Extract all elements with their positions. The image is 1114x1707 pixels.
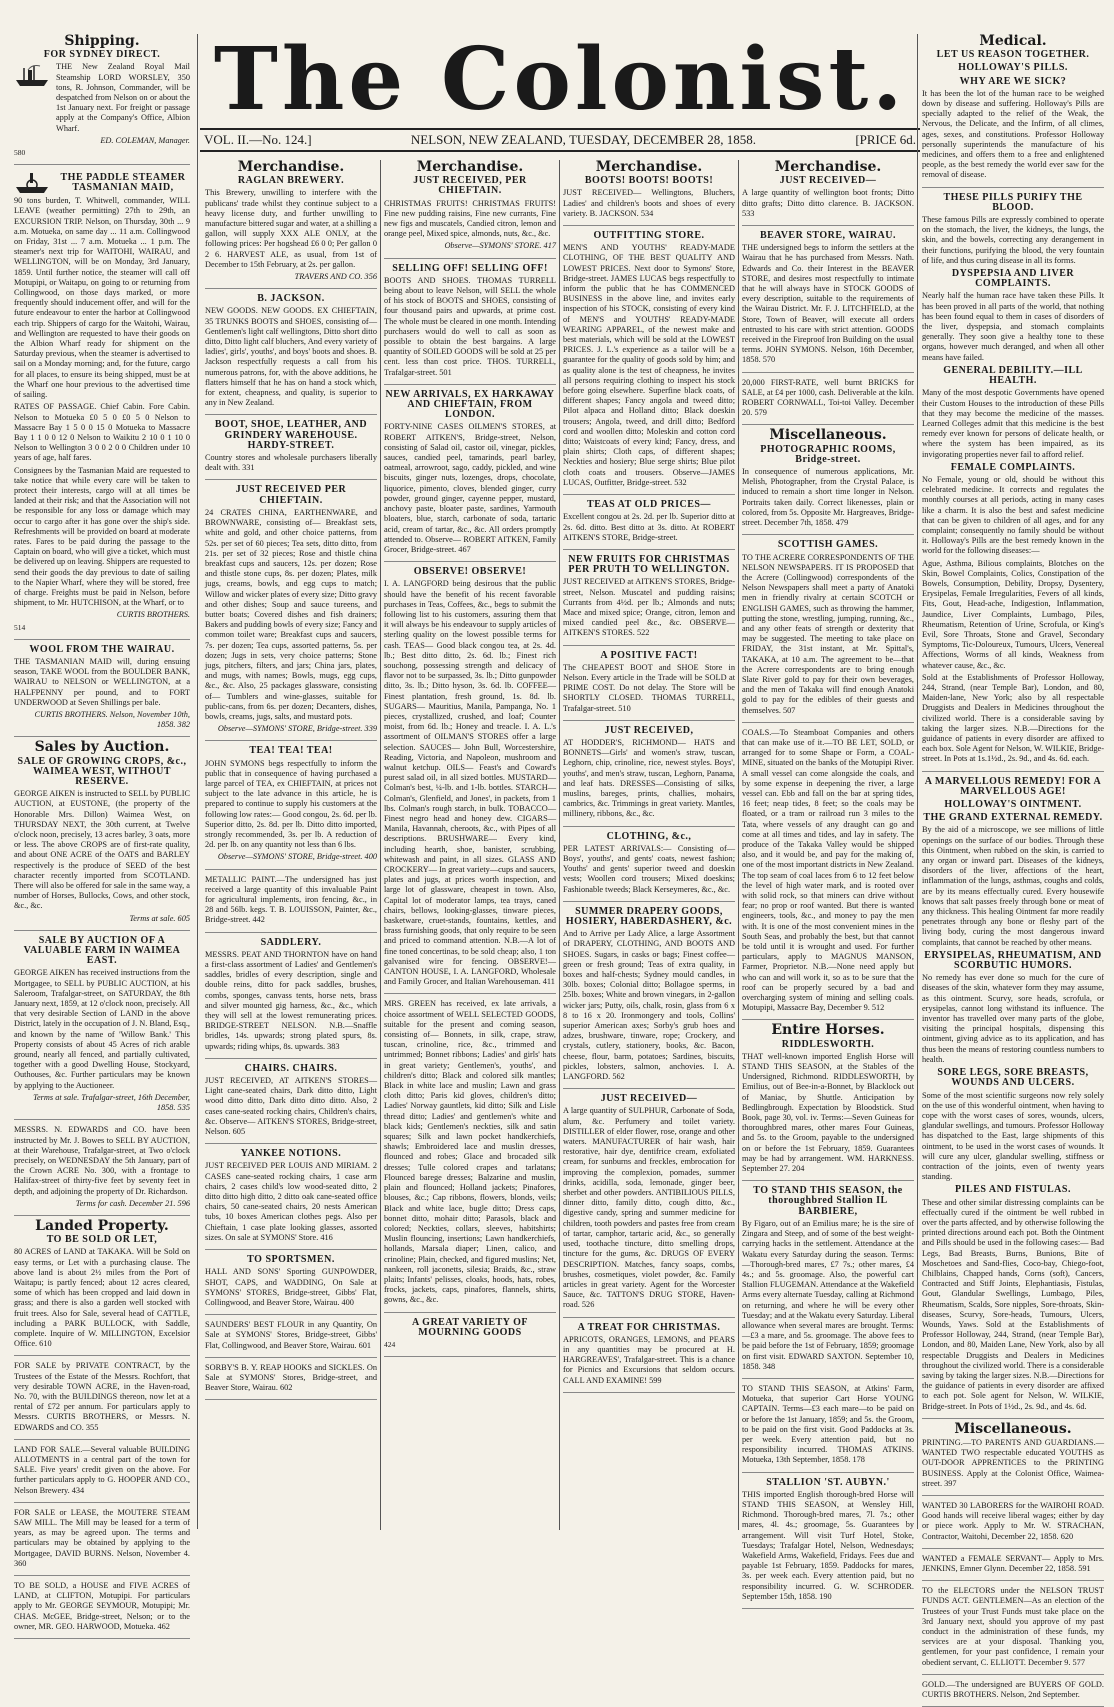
- location-date: NELSON, NEW ZEALAND, TUESDAY, DECEMBER 28, 1858.: [410, 132, 757, 147]
- advertisement: TO STAND THIS SEASON, the thoroughbred Stallion IL BARBIERE, By Figaro, out of an Emilius mare; he is the sire of Zingara and Steep, and of some of the best weight-carrying hacks in the settlement. Attendance at the Wakatu every Saturday during the season. Terms:—Thorough-bred mares, £7 7s.; other mares, £4 4s.; and 5s. groomage. Also, the powerful cart Stallion FLUGEMAN. Attendance at the Wakefield Arms every alternate Tuesday, calling at Richmond on returning, and where he will be every other Tuesday; and at the Wakatu every Saturday. Liberal allowance when several mares are brought. Terms:—£3 a mare, and 5s. groomage. The above fees to be paid before the 1st of February, 1859; groomage on first visit. EDWARD SAXTON. September 10, 1858. 348: [742, 1186, 914, 1379]
- advertisement: GOLD.—The undersigned are BUYERS OF GOLD. CURTIS BROTHERS. Nelson, 2nd September.: [922, 1680, 1104, 1707]
- column-shipping: [14, 33, 190, 1631]
- dateline: [200, 128, 920, 152]
- advertisement: RAGLAN BREWERY. This Brewery, unwilling to interfere with the publicans' trade whilst they continue subject to a heavy license duty, and further unwilling to manufacture bittered sugar and water, at a shilling a gallon, will supply XXX ALE ONLY, at the following prices: Per hogshead £6 0 0; Per gallon 0 2 6. HARVEST ALE, as usual, from 1st of December to 15th February, at 2s. per gallon. TRAVERS AND CO. 356: [205, 176, 377, 289]
- advertisement: WOOL FROM THE WAIRAU. THE TASMANIAN MAID will, during ensuing season, TAKE WOOL from the BOULDER BANK, WAIRAU to NELSON or WELLINGTON, at a HALFPENNY per pound, and to FORT UNDERWOOD at Seven Shillings per bale. CURTIS BROTHERS. Nelson, November 10th, 1858. 382: [14, 645, 190, 738]
- advertisement: A TREAT FOR CHRISTMAS. APRICOTS, ORANGES, LEMONS, and PEARS in any quantities may be procured at H. HARGREAVES', Trafalgar-street. This is a chance for Picnics and Excursions that seldom occurs. CALL AND EXAMINE! 599: [563, 1323, 735, 1393]
- advertisement: PHOTOGRAPHIC ROOMS, Bridge-street. In consequence of numerous applications, Mr. Melish, Photographer, from the Crystal Palace, is induced to remain a short time longer in Nelson. Portraits taken daily. Correct likenesses, plain or colored, from 5s. Opposite Mr. Hargreaves, Bridge-street. December 7th, 1858. 479: [742, 445, 914, 536]
- advertisement: TO STAND THIS SEASON, at Atkins' Farm, Motueka, that superior Cart Horse YOUNG CAPTAIN. Terms—£3 each mare—to be paid on or before the 1st January, 1859; and 5s. the Groom, to be paid on the first visit. Good Paddocks at 3s. per week. Every attention paid, but no responsibility incurred. THOMAS ATKINS. Motueka, 13th September, 1858. 178: [742, 1384, 914, 1473]
- advertisement: WANTED a FEMALE SERVANT— Apply to Mrs. JENKINS, Emner Glynn. December 22, 1858. 591: [922, 1554, 1104, 1581]
- advertisement: NEW FRUITS FOR CHRISTMAS PER PRUTH TO WELLINGTON. JUST RECEIVED at AITKEN'S STORES, Bridge-street, Nelson. Muscatel and pudding raisins; Currants from 4½d. per lb.; Almonds and nuts; Mace and mixed spice; Orange, citron, lemon and mixed candied peel &c., &c. OBSERVE—AITKEN'S STORES. 522: [563, 555, 735, 646]
- advertisement: THESE PILLS PURIFY THE BLOOD. These famous Pills are expressly combined to operate on the stomach, the liver, the kidneys, the lungs, the skin, and the bowels, correcting any derangement in their functions, purifying the blood, the very fountain of life, and thus curing disease in all its forms. DYSPEPSIA AND LIVER COMPLAINTS. Nearly half the human race have taken these Pills. It has been proved in all parts of the world, that nothing has been found equal to them in cases of disorders of the liver, dyspepsia, and stomach complaints generally. They soon give a healthy tone to these organs, however much deranged, and when all other means have failed. GENERAL DEBILITY.—ILL HEALTH. Many of the most despotic Governments have opened their Custom Houses to the introduction of these Pills that they may become the medicine of the masses. Learned Colleges admit that this medicine is the best remedy ever known for persons of delicate health, or where the system has been impaired, as its invigorating properties never fail to afford relief. FEMALE COMPLAINTS. No Female, young or old, should be without this celebrated medicine. It corrects and regulates the monthly courses at all periods, acting in many cases like a charm. It is also the best and safest medicine that can be given to children of all ages, and for any complaint; consequently no family should be without it. Holloway's Pills are the best remedy known in the world for the following diseases:— Ague, Asthma, Bilious complaints, Blotches on the Skin, Bowel Complaints, Colics, Constipation of the Bowels, Consumption, Debility, Dropsy, Dysentery, Erysipelas, Female Irregularities, Fevers of all kinds, Fits, Gout, Head-ache, Indigestion, Inflammation, Jaundice, Liver Complaints, Lumbago, Piles, Rheumatism, Retention of Urine, Scrofula, or King's Evil, Sore Throats, Stone and Gravel, Secondary Symptoms, Tic-Doloureux, Tumours, Ulcers, Venereal Affections, Worms of all kinds, Weakness from whatever cause, &c., &c. Sold at the Establishments of Professor Holloway, 244, Strand, (near Temple Bar), London, and 80, Maiden-lane, New York; also by all respectable Druggists and Dealers in Medicines throughout the civilized world. There is a considerable saving by taking the larger sizes. N.B.—Directions for the guidance of patients in every disorder are affixed to each box. Sole Agent for Nelson, W. WILKIE, Bridge-street. In Pots at 1s.1½d., 2s. 9d., and 4s. 6d. each.: [922, 193, 1104, 772]
- masthead: [200, 29, 920, 130]
- advertisement: TO SPORTSMEN. HALL AND SONS' Sporting GUNPOWDER, SHOT, CAPS, and WADDING, On Sale at SYMONS' STORES, Bridge-street, Gibbs' Flat, Collingwood, and Beaver Store, Wairau. 400: [205, 1255, 377, 1315]
- advertisement: JUST RECEIVED, AT HODDER'S, RICHMOND— HATS and BONNETS—Girls' and women's straw, tuscan, Leghorn, chip, crinoline, rice, newest styles. Boys', youths', and men's straw, tuscan, Leghorn, Panama, and leaf hats. DRESSES—Consisting of silks, muslins, bareges, prints, challies, mohairs, cambrics, &c. Trimmings in great variety. Mantles, millinery, ribbons, &c., &c.: [563, 726, 735, 827]
- advertisement: A GREAT VARIETY OF MOURNING GOODS 424: [384, 1318, 556, 1358]
- section-heading: Merchandise.: [237, 159, 345, 175]
- advertisement: SAUNDERS' BEST FLOUR in any Quantity, On Sale at SYMONS' Stores, Bridge-street, Gibbs' Flat, Collingwood, and Beaver Store, Wairau. 601: [205, 1320, 377, 1358]
- advertisement: JUST RECEIVED PER CHIEFTAIN. 24 CRATES CHINA, EARTHENWARE, and BROWNWARE, consisting of— Breakfast sets, white and gold, and other choice patterns, from 52s. per set of 60 pieces; Tea sets, ditto ditto, from 21s. per set of 32 pieces; Rose and thistle china breakfast cups and saucers, 12s. per dozen; Rose and thistle stone cups, 8s. per dozen; Plates, milk jugs, creams, bowls, and egg cups to match; Willow and wicker plates of every size; Ditto gravy and other dishes; Soup and sauce tureens, and butter boats; Covered dishes and fish drainers; Bakers and pudding bowls of every size; Fancy and common toilet ware; Breakfast cups and saucers, 7s. per dozen; Tea cups, assorted patterns, 5s. per dozen; Jugs in sets, very choice patterns; Stone jugs, pitchers, filters, and jars; China jars, plates, and mugs, with names; Bowls, mugs, egg cups, &c., &c. Also, 25 packages glassware, consisting of— Tumblers and wine-glasses, suitable for public-cans, from 6s. per dozen; Decanters, dishes, bowls, creams, jugs, salts, and mustard pots. Observe—SYMONS' STORE, Bridge-street. 339: [205, 485, 377, 741]
- advertisement: SCOTTISH GAMES. TO THE ACRERE CORRESPONDENTS OF THE NELSON NEWSPAPERS. IT IS PROPOSED that the Acrere (Collingwood) correspondents of the Nelson Newspapers shall meet a party of Anatoki men in friendly rivalry at certain SCOTCH or ENGLISH GAMES, such as throwing the hammer, putting the stone, wrestling, jumping, running, &c., and any other feats of strength or dexterity that may be suggested. The meeting to take place on FRIDAY, the 31st instant, at Mr. Spittal's, TAKAKA, at 10 a.m. The agreement to be—that the Acrere correspondents are to bring enough Slate River gold to pay for their own beverages, and the men of Takaka will find enough Anatoki gold to pay for the edibles of their guests and themselves. 507: [742, 540, 914, 722]
- advertisement: JUST RECEIVED, PER CHIEFTAIN. CHRISTMAS FRUITS! CHRISTMAS FRUITS! Fine new pudding raisins, Fine new currants, Fine new figs and muscatels, Candied citron, lemon and orange peel, Mixed spice, almonds, nuts, &c., &c. Observe—SYMONS' STORE. 417: [384, 176, 556, 258]
- newspaper-title: The Colonist.: [213, 29, 907, 130]
- advertisement: JUST RECEIVED— A large quantity of SULPHUR, Carbonate of Soda, alum, &c. Perfumery and toilet variety. DISTILLER of elder flower, rose, orange and other waters. MANUFACTURER of hair wash, hair restorative, hair dye, dentifrice cream, exfoliated cream, for sunburns and freckles, embrocation for improving the complexion, pomades, summer drinks, acidilla, soda, lemonade, ginger beer, sherbet and other powders. ANTIBILIOUS PILLS, dinner ditto, family ditto, cough ditto, &c., digestive candy, spring and summer medicine for children, tooth powders and pastes free from cream of tartar, camphor, tartaric acid, &c., so generally used, toothache tincture, ditto smelling drops, tincture for the gums, &c. DRUGS OF EVERY DESCRIPTION. Matches, fancy soaps, combs, brushes, cosmetiques, violet powder, &c. Family articles in great variety. Agent for the Worcester Sauce, &c. TATTON'S DRUG STORE, Haven-road. 526: [563, 1094, 735, 1317]
- advertisement: CHAIRS. CHAIRS. JUST RECEIVED, AT AITKEN'S STORES— Light cane-seated chairs, Dark ditto ditto, Light wood ditto ditto, Dark ditto ditto ditto. Also, 2 cases cane-seated rocking chairs, Children's chairs, &c. Observe— AITKEN'S STORES, Bridge-street, Nelson. 605: [205, 1064, 377, 1144]
- advertisement: PRINTING.—TO PARENTS AND GUARDIANS.—WANTED TWO respectable educated YOUTHS as OUT-DOOR APPRENTICES to the PRINTING BUSINESS. Apply at the Colonist Office, Waimea-street. 397: [922, 1438, 1104, 1496]
- advertisement: SADDLERY. MESSRS. PEAT AND THORNTON have on hand a first-class assortment of Ladies' and Gentlemen's saddles, bridles of every description, single and double reins, ditto for pack saddles, brushes, combs, sponges, canvass tents, horse nets, brass and silver mounted gig harness, &c., &c., which they will sell at the lowest remunerating prices. BRIDGE-STREET NELSON. N.B.—Snaffle bridles, 14s. upwards; strong plated spurs, 8s. upwards; riding whips, 8s. upwards. 383: [205, 938, 377, 1059]
- steamship-icon: [14, 62, 50, 88]
- advertisement: SORBY'S B. Y. REAP HOOKS and SICKLES. On Sale at SYMONS' Stores, Bridge-street, and Beaver Store, Wairau. 602: [205, 1363, 377, 1401]
- advertisement: BOOTS! BOOTS! BOOTS! JUST RECEIVED— Wellingtons, Bluchers, Ladies' and children's boots and shoes of every variety. B. JACKSON. 534: [563, 176, 735, 226]
- advertisement: OUTFITTING STORE. MEN'S AND YOUTHS' READY-MADE CLOTHING, OF THE BEST QUALITY AND LOWEST PRICES. Next door to Symons' Store, Bridge-street. JAMES LUCAS begs respectfully to inform the public that he has COMMENCED BUSINESS in the above line, and invites early inspection of his STOCK, consisting of every kind of MEN'S and YOUTHS' READY-MADE WEARING APPAREL, of the newest make and best materials, which will be sold at the LOWEST PRICES. J. L.'s experience as a tailor will be a guarantee for the quality of goods sold by him; and as quality alone is the test of cheapness, he invites all persons requiring clothing to inspect his stock before going elsewhere. Superfine black coats, of different shapes; Fancy angola and tweed ditto; Pilot alpaca and Holland ditto; Black doeskin trousers; Angola, tweed, and drill ditto; Bedford cord and woollen ditto; Moleskin and cotton cord ditto; Waistcoats of every kind; Fancy, dress, and plain shirts; Cloth caps, of different shapes; Neckties and hosiery; Blue serge shirts; Blue pilot cloth coats and trousers. Observe—JAMES LUCAS, Outfitter, Bridge-street. 532: [563, 231, 735, 495]
- advertisement: METALLIC PAINT.—The undersigned has just received a large quantity of this invaluable Paint for agricultural implements, iron fencing, &c., in 28 and 56lb. kegs. T. B. LOUISSON, Painter, &c., Bridge-street. 442: [205, 875, 377, 933]
- advertisement: RIDDLESWORTH. THAT well-known imported English Horse will STAND THIS SEASON, at the Stables of the Undersigned, Richmond. RIDDLESWORTH, by Emilius, out of Bee-in-a-Bonnet, by Blacklock out of Maniac, by Shuttle. Anticipation by Bedlingbrough. Expectation by Bloodstick. Stud Book, page 30, vol. iv. Terms:—Seven Guineas for thoroughbred mares, other mares Four Guineas, and 5s. to the Groom, payable to the undersigned on or before the 1st February, 1859. Guarantees may be had by arrangement. WM. HARKNESS. September 27. 204: [742, 1040, 914, 1182]
- price: [PRICE 6d.: [855, 132, 916, 147]
- section-heading: Shipping.: [64, 33, 140, 49]
- advertisement: SELLING OFF! SELLING OFF! BOOTS AND SHOES. THOMAS TURRELL being about to leave Nelson, will SELL the whole of his stock of BOOTS and SHOES, consisting of four thousand pairs and upwards, at prime cost. The whole must be cleared in one month. Intending purchasers would do well to call as soon as possible to obtain the best bargains. A large quantity of SOILED GOODS will be sold at 25 per cent. less than cost price. THOS. TURRELL, Trafalgar-street. 501: [384, 264, 556, 385]
- column-rule: [738, 160, 739, 1530]
- column-medical: [922, 33, 1104, 1700]
- advertisement: SALE OF GROWING CROPS, &c., WAIMEA WEST, WITHOUT RESERVE. GEORGE AIKEN is instructed to SELL by PUBLIC AUCTION, at EUSTONE, (the property of the Honorable Mrs. Dillon) Waimea West, on THURSDAY NEXT, the 30th current, at Twelve o'clock noon, precisely, 13 acres barley, 3 oats, more or less. The above CROPS are of first-rate quality, and about ONE ACRE of the OATS and BARLEY respectively is the produce of SEED of the best character recently imported from SCOTLAND. There will also be offered for sale in the same way, a number of Horses, Bullocks, Cows, and other stock, &c., &c. Terms at sale. 605: [14, 757, 190, 931]
- column-rule: [380, 160, 381, 1530]
- advertisement: YANKEE NOTIONS. JUST RECEIVED PER LOUIS AND MIRIAM. 2 CASES cane-seated rocking chairs, 1 case arm chairs, 2 cases child's low wood-seated ditto, 2 ditto ditto high ditto, 2 ditto oak cane-seated office chairs, 50 cane-seated chairs, 20 nests American tubs, 10 boxes American clothes pegs. Also per Chieftain, 1 case plate looking glasses, assorted sizes. On sale at SYMONS' Store. 416: [205, 1149, 377, 1250]
- advertisement: LET US REASON TOGETHER. HOLLOWAY'S PILLS. WHY ARE WE SICK? It has been the lot of the human race to be weighed down by disease and suffering. Holloway's Pills are specially adapted to the relief of the Weak, the Nervous, the Delicate, and the Infirm, of all climes, ages, sexes, and constitutions. Professor Holloway personally superintends the manufacture of his medicines, and offers them to a free and enlightened people, as the best remedy the world ever saw for the removal of disease.: [922, 50, 1104, 187]
- advertisement: FOR SALE or LEASE, the MOUTERE STEAM SAW MILL. The Mill may be leased for a term of years, as may be agreed upon. The terms and particulars may be obtained by applying to the Mortgagee, DAVID BURNS. Nelson, November 4. 360: [14, 1508, 190, 1576]
- advertisement: A POSITIVE FACT! The CHEAPEST BOOT and SHOE Store in Nelson. Every article in the Trade will be SOLD at PRIME COST. Do not delay. The Store will be SHORTLY CLOSED. THOMAS TURRELL, Trafalgar-street. 510: [563, 651, 735, 721]
- column-merchandise-2: [384, 160, 556, 1530]
- advertisement: TEAS AT OLD PRICES— Excellent congou at 2s. 2d. per lb. Superior ditto at 2s. 6d. ditto. Best ditto at 3s. ditto. At ROBERT AITKEN'S STORE, Bridge-street.: [563, 500, 735, 550]
- section-heading: Miscellaneous.: [954, 1420, 1072, 1437]
- advertisement: MRS. GREEN has received, ex late arrivals, a choice assortment of WELL SELECTED GOODS, suitable for the present and coming season, consisting of— Bonnets, in silk, crape, straw, tuscan, crinoline, rice, &c., trimmed and untrimmed; Bonnet ribbons; Ladies' and girls' hats in great variety; Gentlemen's, youths', and children's ditto; Black and colored silk mantles; Black in white lace and muslin; Lawn and grass cloth ditto; Paris kid gloves, children's ditto; Ladies' Norway gauntlets, kid ditto; Silk and Lisle thread ditto; Ladies' and gentlemen's white and black kids; Gentlemen's neckties, silk and satin squares; Silk and lawn pocket handkerchiefs, shawls; Embroidered lace and muslin dresses, flounced and robes; Glace and brocaded silk dresses; Tulle colored crapes and tarlatans; Flounced barege dresses; Balzarine and muslin, plain and flounced; Holland jackets; Pinafores, blouses, &c.; Cap ribbons, flowers, blonds, veils; Black and white lace, bugle ditto; Dress caps, bonnet ditto, mohair ditto; Parasols, black and colored; Neckties, collars, sleeves, habitshirts; Muslin flouncing, insertions; Lawn handkerchiefs, hollands, Marsala diaper; Linen, calico, and crinoline; Plain, checked, and figured muslins; Net, nankeen, roll jaconetts, silesia; Braids, &c., straw plaits; Infants' pelisses, cloaks, hoods, hats, robes, frocks, jackets, caps, pinafores, flannels, shirts, gowns, &c., &c.: [384, 999, 556, 1312]
- section-heading: Merchandise.: [416, 159, 524, 175]
- advertisement: OBSERVE! OBSERVE! I. A. LANGFORD being desirous that the public should have the benefit of his recent favorable purchases in Teas, Coffees, &c., begs to submit the following list to his customers, assuring them that it will always be his endeavour to supply articles of sterling quality on the lowest possible terms for cash. TEAS— Good black congou tea, at 2s. 4d. lb.; Best ditto ditto, 2s. 6d. lb.; Finest rich souchong, possessing strength and delicacy of flavor not to be surpassed, 3s. lb.; Ditto gunpowder ditto, 3s. lb.; Ditto hyson, 3s. 6d. lb. COFFEE— Finest plantation, fresh ground, 1s. 8d. lb. SUGARS— Mauritius, Manila, Pampanga, No. 1 pieces, crystallized, crushed, and loaf; Counter moist, from 6d. lb.; Honey and treacle. I. A. L.'s assortment of OILMAN'S STORES offer a large selection. SAUCES— John Bull, Worcestershire, Reading, Victoria, and Napoleon, mushroom and walnut ketchup. OILS— Feast's and Coward's purest salad oil, in all sized bottles. MUSTARD— Colman's best, ¼-lb. and 1-lb. bottles. STARCH— Colman's, Glenfield, and Jones', in packets, from 1 lbs. Colman's rough starch, in bulk. TOBACCO— Finest negro head and honey dew. CIGARS— Manila, Havannah, cheroots, &c., with Pipes of all descriptions. BRUSHWARE— Every kind, including hearth, shoe, banister, scrubbing, whitewash and paint, in all sizes. GLASS AND CROCKERY— In great variety—cups and saucers, plates and jugs, at prices worth inspection, and large lot of glassware, cheapest in town. Also, Capital lot of moderator lamps, tea trays, caned chairs, bellows, looking-glasses, tinware pieces, basketware, cruet-stands, fountains, kettles, and brass furnishing goods, that only require to be seen and priced to command attention. N.B.—A lot of fine toned concertinas, to be sold cheap; also, 1 ton galvanised wire for fencing. OBSERVE!—CANTON HOUSE, I. A. LANGFORD, Wholesale and Family Grocer, and Italian Warehouseman. 411: [384, 567, 556, 994]
- advertisement: WANTED 30 LABORERS for the WAIROHI ROAD. Good hands will receive liberal wages; either by day or piece work. Apply to Mr. W. STRACHAN, Contractor, Waitohi, December 22, 1858. 620: [922, 1501, 1104, 1549]
- column-rule: [917, 34, 918, 1529]
- paddle-steamer-icon: [14, 170, 50, 196]
- advertisement: NEW ARRIVALS, EX HARKAWAY AND CHIEFTAIN, FROM LONDON. FORTY-NINE CASES OILMEN'S STORES, at ROBERT AITKEN'S, Bridge-street, Nelson, consisting of Salad oil, castor oil, vinegar, pickles, sauces, candied peel, tamarinds, pearl barley, oatmeal, arrowroot, sago, caddy, pickled, and wine biscuits, ginger nuts, lozenges, drops, chocolate, liquorice, pimento, cloves, blended ginger, curry powder, ground ginger, cayenne pepper, mustard, anchovy paste, bloater paste, sardines, Yarmouth bloaters, blue, starch, carbonate of soda, tartaric acid, cream of tartar, &c., &c. All orders promptly attended to. Observe— ROBERT AITKEN, Family Grocer, Bridge-street. 467: [384, 390, 556, 562]
- advertisement: A MARVELLOUS REMEDY! FOR A MARVELLOUS AGE! HOLLOWAY'S OINTMENT. THE GRAND EXTERNAL REMEDY. By the aid of a microscope, we see millions of little openings on the surface of our bodies. Through these this Ointment, when rubbed on the skin, is carried to any organ or inward part. Diseases of the kidneys, disorders of the liver, affections of the heart, inflammation of the lungs, asthmas, coughs and colds, are by its means effectually cured. Every housewife knows that salt passes freely through bone or meat of any thickness. This healing Ointment far more readily penetrates through any bone or fleshy part of the living body, curing the most dangerous inward complaints, that cannot be reached by other means. ERYSIPELAS, RHEUMATISM, AND SCORBUTIC HUMORS. No remedy has ever done so much for the cure of diseases of the skin, whatever form they may assume, as this ointment. Scurvy, sore heads, scrofula, or erysipelas, cannot long withstand its influence. The inventor has travelled over many parts of the globe, visiting the principal hospitals, dispensing this ointment, giving advice as to its application, and has thus been the means of restoring countless numbers to health. SORE LEGS, SORE BREASTS, WOUNDS AND ULCERS. Some of the most scientific surgeons now rely solely on the use of this wonderful ointment, when having to cope with the worst cases of sores, wounds, ulcers, glandular swellings, and tumours. Professor Holloway has dispatched to the East, large shipments of this ointment, to be used in the worst cases of wounds. It will cure any ulcer, glandular swelling, stiffness or contraction of the joints, even of twenty years standing. PILES AND FISTULAS. These and other similar distressing complaints can be effectually cured if the ointment be well rubbed in over the parts affected, and by otherwise following the printed directions around each pot. Both the Ointment and Pills should be used in the following cases:— Bad Legs, Bad Breasts, Burns, Bunions, Bite of Moschetoes and Sand-flies, Coco-bay, Chiego-foot, Chilblains, Chapped hands, Corns (soft), Cancers, Contracted and Stiff Joints, Elephantiasis, Fistulas, Gout, Glandular Swellings, Lumbago, Piles, Rheumatism, Scalds, Sore nipples, Sore-throats, Skin-diseases, Scurvy, Sore-heads, Tumours, Ulcers, Wounds, Yaws. Sold at the Establishments of Professor Holloway, 244, Strand, (near Temple Bar), London, and 80, Maiden Lane, New York, also by all respectable Druggists and Dealers in Medicines throughout the civilized world. There is a considerable saving by taking the larger sizes. N.B.—Directions for the guidance of patients in every disorder are affixed to each pot. Sole agent for Nelson, W. WILKIE, Bridge-street. In Pots of 1½d., 2s. 9d., and 4s. 6d.: [922, 777, 1104, 1419]
- advertisement: THE PADDLE STEAMER TASMANIAN MAID, 90 tons burden, T. Whitwell, commander, WILL LEAVE (weather permitting) 27th to 29th, an EXCURSION TRIP. Nelson, on Thursday, 30th ... 9 a.m. Motueka, on same day ... 11 a.m. Collingwood on Friday, 31st ... 7 a.m. Motueka ... 1 p.m. The steamer's next trip for WAITOHI, WAIRAU, and WELLINGTON, will be on Monday, 3rd January, 1859. Until further notice, the steamer will call off Motupipi, or Waitapu, on going to or returning from Collingwood, on those days marked, or more frequently should inducement offer, and will for the future endeavour to enter the harbor at Collingwood each trip. Shippers of cargo for the Waitohi, Wairau, and Wellington are requested to have their goods on the Albion Wharf ready for shipment on the Saturday previous, when the steamer is advertised to sail on a Monday morning; and, for the future, cargo for all places, to ensure its being shipped, must be at the Wharf one hour previous to the advertised time of sailing. RATES OF PASSAGE. Chief Cabin. Fore Cabin. Nelson to Motueka £0 5 0 £0 5 0 Nelson to Massacre Bay 1 5 0 0 15 0 Motueka to Massacre Bay 1 1 0 0 12 0 Nelson to Waikitu 2 10 0 1 10 0 Nelson to Wellington 3 0 0 2 0 0 Children under 10 years of age, half fares. Consignees by the Tasmanian Maid are requested to take notice that while every care will be taken to protect their interests, cargo will at all times be landed at their risk; and that the Association will not be responsible for any loss or damage which may occur to cargo after it has gone over the ship's side. Refreshments will be provided on board at moderate rates. Fares to be paid during the passage to the Captain on board, who will give a ticket, which must be delivered up on leaving. Shippers are requested to send their goods the day previous to date of sailing to the Napier Wharf, where they will be stored, free of charge. Freights must be paid in Nelson, before shipment, to Mr. HUTCHISON, at the Wharf, or to CURTIS BROTHERS. 514: [14, 170, 190, 640]
- advertisement: FOR SALE by PRIVATE CONTRACT, by the Trustees of the Estate of the Messrs. Rochfort, that very desirable TOWN ACRE, in the Haven-road, No. 70, with the BUILDINGS thereon, now let at a rental of £72 per annum. For particulars apply to Messrs. CURTIS BROTHERS, or Messrs. N. EDWARDS and CO. 355: [14, 1361, 190, 1439]
- section-heading: Landed Property.: [35, 1217, 169, 1234]
- advertisement: CLOTHING, &c., PER LATEST ARRIVALS:— Consisting of— Boys', youths', and gents' coats, newest fashion; Youths' and gents' superior tweed and doeskin vests; Woollen cord trousers; Mixed doeskins; Fashionable tweeds; Black Kerseymeres, &c., &c.: [563, 832, 735, 902]
- volume-number: VOL. II.—No. 124.]: [204, 132, 312, 147]
- advertisement: SUMMER DRAPERY GOODS, HOSIERY, HABERDASHERY, &c. And to Arrive per Lady Alice, a large Assortment of DRAPERY, CLOTHING, AND BOOTS AND SHOES. Sugars, in casks or bags; Finest coffee—green or fresh ground; Teas of extra quality, in boxes and half-chests; Sydney mould candles, in 30lb. boxes; Colonial ditto; Bollagoe sperms, in 25lb. boxes; White and brown vinegars, in 2-gallon wicker jars; Putty, oils, chalk, rosin, glass from 6 x 8 to 16 x 20. Ironmongery and tools, Collins' superior American axes; Sorby's grub hoes and adzes, brushware, tinware, rope; Crockery, and crystals, cutlery, stationery, books, &c. Bacon, cheese, flour, barm, potatoes; Sardines, biscuits, pickles, lobsters, salmon, anchovies. I. A. LANGFORD. 562: [563, 907, 735, 1089]
- advertisement: LAND FOR SALE.—Several valuable BUILDING ALLOTMENTS in a central part of the town for SALE. Five years' credit given on the above. For further particulars apply to G. HOOPER AND CO., Nelson Brewery. 434: [14, 1445, 190, 1503]
- column-merchandise-1: [205, 160, 377, 1530]
- advertisement: TEA! TEA! TEA! JOHN SYMONS begs respectfully to inform the public that in consequence of having purchased a large parcel of TEA, ex CHIEFTAIN, at prices not subject to the late advance in this article, he is prepared to continue to supply his customers at the following low rates:— Good congou, 2s. 6d. per lb. Superior ditto, 2s. 8d. per lb. Ditto ditto imported, strongly recommended, 3s. per lb. A reduction of 2d. per lb. on any quantity not less than 6 lbs. Observe—SYMONS' STORE, Bridge-street. 400: [205, 746, 377, 869]
- advertisement: COALS.—To Steamboat Companies and others that can make use of it.—TO BE LET, SOLD, or arranged for to some Shape or Form, a COAL-MINE, situated on the banks of the Motupipi River. A small vessel can come alongside the coals, and by some expense in deepening the river, a large vessel can. Ebb and fall on the bar at spring tides, 16 feet; neap tides, 8 feet; so the coals may be floated, or a tram or railroad run 3 miles to the Tata, where vessels of any draught can go and come at all times and tides, and lay in safety. The produce of the Takaka Valley would be shipped also, and it would be, and pay for the making of, one of the most important districts in New Zealand. The top seam of coal laces from 6 to 12 feet below the level of high water mark, and is rooted over with solid rock, so that miners can drive without fear; no prop or roof wanted. But there is wanted engineers, tools, &c., and money to pay the men with. It is one of the most convenient mines in the South Seas, and probably the best, but that cannot be told until it is wrought and used. For further particulars, apply to MAGNUS MANSON, Farmer, Proprietor. N.B.—None need apply but who can and will work it, so as to be sure that the roof can be properly secured by a bad and overcharging system of mining and selling coals. Motupipi, Massacre Bay, December 9. 512: [742, 728, 914, 1021]
- advertisement: BEAVER STORE, WAIRAU. THE undersigned begs to inform the settlers at the Wairau that he has purchased from Messrs. Nath. Edwards and Co. their Interest in the BEAVER STORE, and desires most respectfully to intimate that he will always have in STOCK GOODS of every description, suitable to the requirements of the Wairau District. Mr. F. J. LITCHFIELD, at the Store, Town of Beaver, will execute all orders entrusted to his care with strict attention. GOODS received in the Fireproof Iron Building on the usual terms. JOHN SYMONS. Nelson, 16th December, 1858. 570: [742, 231, 914, 373]
- section-heading: Sales by Auction.: [34, 739, 170, 756]
- advertisement: TO BE SOLD OR LET, 80 ACRES of LAND at TAKAKA. Will be Sold on easy terms, or Let with a purchasing clause. The above land is about 2½ miles from the Port of Waitapu; is partly fenced; about 12 acres cleared, some of which has been cropped and laid down in grass; and there is also a garden well stocked with fruit trees. Also for Sale, several head of CATTLE, including a PARK BULLOCK, with Saddle, complete. Inquire of W. MILLINGTON, Excelsior Office. 610: [14, 1235, 190, 1356]
- column-merchandise-4: [742, 159, 914, 1601]
- column-rule: [559, 160, 560, 1530]
- advertisement: TO BE SOLD, a HOUSE and FIVE ACRES of LAND, at CLIFTON, Motupipi. For particulars apply to Mr. GEORGE SEYMOUR, Motupipi; Mr. CHAS. McGEE, Bridge-street, Nelson; or to the owner, MR. GEO. HARWOOD, Motueka. 462: [14, 1581, 190, 1639]
- advertisement: FOR SYDNEY DIRECT. THE New Zealand Royal Mail Steamship LORD WORSLEY, 350 tons, R. Johnson, Commander, will be despatched from Nelson on or about the 1st January next. For freight or passage apply at the Company's Office, Albion Wharf. ED. COLEMAN, Manager. 580: [14, 50, 190, 165]
- section-heading: Merchandise.: [595, 159, 703, 175]
- advertisement: SALE BY AUCTION OF A VALUABLE FARM IN WAIMEA EAST. GEORGE AIKEN has received instructions from the Mortgagee, to SELL by PUBLIC AUCTION, at his Saleroom, Trafalgar-street, on SATURDAY, the 8th January next, 1859, at 12 o'clock noon, precisely. All that very desirable Section of LAND in the above District, lately in the occupation of J. N. Bland, Esq., and known by the name of 'Willow Bank.' This Property consists of about 45 Acres of rich arable ground, nearly all fenced, and partially cultivated, together with a good Dwelling House, Stockyard, Outhouses, &c. Further particulars may be known by applying to the Auctioneer. Terms at sale. Trafalgar-street, 16th December, 1858. 535: [14, 936, 190, 1120]
- advertisement: 20,000 FIRST-RATE, well burnt BRICKS for SALE, at £4 per 1000, cash. Deliverable at the kiln. ROBERT CORNWALL, Toi-toi Valley. December 20. 579: [742, 378, 914, 426]
- advertisement: BOOT, SHOE, LEATHER, AND GRINDERY WAREHOUSE. HARDY-STREET. Country stores and wholesale purchasers liberally dealt with. 331: [205, 420, 377, 480]
- advertisement: B. JACKSON. NEW GOODS. NEW GOODS. EX CHIEFTAIN, 35 TRUNKS BOOTS and SHOES, consisting of— Gentlemen's light calf wellingtons, Ditto short ditto ditto, Ditto light calf bluchers, And every variety of ladies', girls', youths', and boys' boots and shoes. B. Jackson respectfully requests a call from his numerous patrons, for, with the above additions, he flatters himself that he has on hand a stock which, for extent, cheapness, and quality, is superior to any in New Zealand.: [205, 294, 377, 415]
- advertisement: TO the ELECTORS under the NELSON TRUST FUNDS ACT. GENTLEMEN—As an election of the Trustees of your Trust Funds must take place on the 3rd January next, should you approve of my past conduct in the administration of these funds, my services are at your disposal. Thanking you, gentlemen, for your past confidence, I remain your obedient servant, C. ELLIOTT. December 9. 577: [922, 1586, 1104, 1675]
- advertisement: MESSRS. N. EDWARDS and CO. have been instructed by Mr. J. Bowes to SELL BY AUCTION, at their Warehouse, Trafalgar-street, at Two o'clock precisely, on WEDNESDAY the 5th January, part of the Crown ACRE No. 300, with a frontage to Halifax-street of thirty-five feet by seventy feet in depth, and adjoining the property of Dr. Richardson. Terms for cash. December 21. 596: [14, 1125, 190, 1216]
- column-rule: [197, 34, 198, 1529]
- column-merchandise-3: [563, 160, 735, 1530]
- advertisement: JUST RECEIVED— A large quantity of wellington boot fronts; Ditto ditto grafts; Ditto ditto clarence. B. JACKSON. 533: [742, 176, 914, 226]
- section-heading: Merchandise.: [774, 159, 882, 175]
- section-heading: Entire Horses.: [771, 1022, 885, 1039]
- section-heading: Medical.: [979, 33, 1047, 49]
- advertisement: STALLION 'ST. AUBYN.' THIS imported English thorough-bred Horse will STAND THIS SEASON, at Wensley Hill, Richmond. Thorough-bred mares, 7l. 7s.; other mares, 4l. 4s.; groomage, 5s. Guarantees by arrangement. Will visit Turf Hotel, Stoke, Tuesdays; Trafalgar Hotel, Nelson, Wednesdays; Wakefield Arms, Wakefield, Fridays. Fees due and payable 1st February, 1859. Paddocks for mares, 3s. per week each. Every attention paid, but no responsibility incurred. G. W. SCHRODER. September 15th, 1858. 190: [742, 1478, 914, 1609]
- section-heading: Miscellaneous.: [769, 427, 887, 444]
